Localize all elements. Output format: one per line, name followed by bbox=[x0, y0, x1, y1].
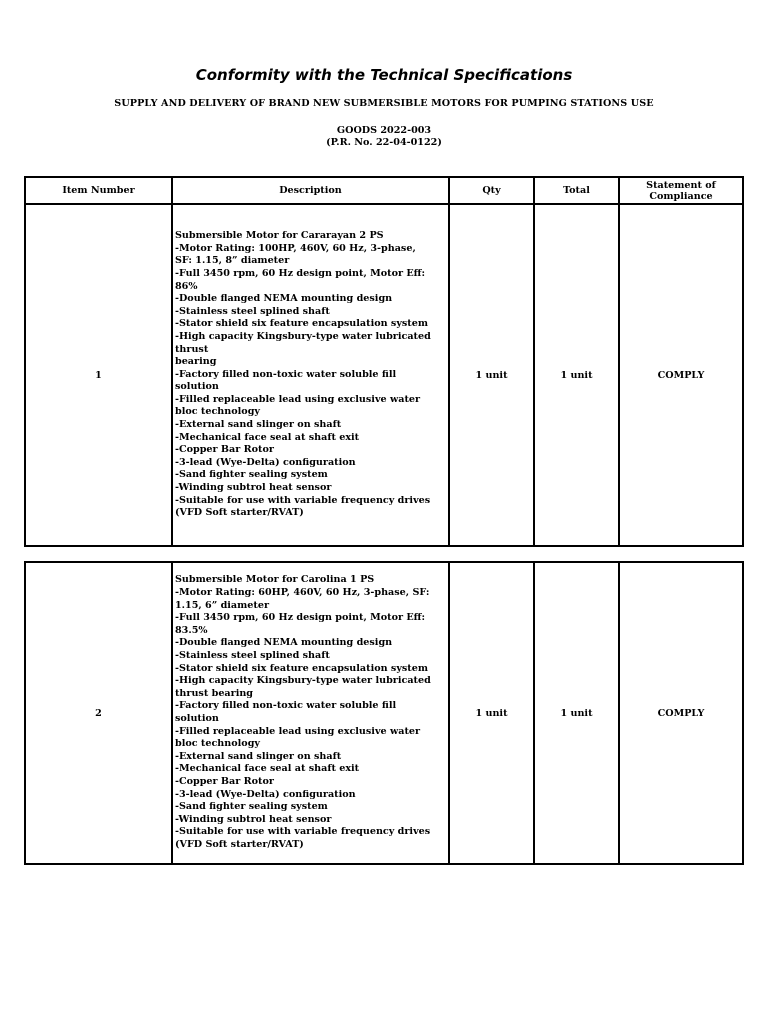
description-line: -3-lead (Wye-Delta) configuration bbox=[175, 456, 356, 468]
description-line: -Sand fighter sealing system bbox=[175, 801, 328, 813]
description-line: -Double flanged NEMA mounting design bbox=[175, 293, 393, 305]
description-line: -Filled replaceable lead using exclusive water bbox=[175, 725, 421, 737]
description-line: -Double flanged NEMA mounting design bbox=[175, 637, 393, 649]
description-line: thrust bearing bbox=[175, 687, 254, 699]
header-compliance-line1: Statement of bbox=[646, 179, 716, 191]
spec-table-1 bbox=[24, 176, 744, 547]
description-line: bloc technology bbox=[175, 738, 260, 750]
total-cell: 1 unit bbox=[534, 562, 619, 864]
description-line: 83.5% bbox=[175, 624, 208, 636]
total-cell: 1 unit bbox=[534, 204, 619, 546]
description-line: (VFD Soft starter/RVAT) bbox=[175, 507, 304, 519]
description-line: 1.15, 6” diameter bbox=[175, 599, 269, 611]
qty-cell: 1 unit bbox=[449, 562, 534, 864]
item-number-cell: 1 bbox=[25, 204, 172, 546]
table-row bbox=[25, 204, 743, 546]
description-line: -Factory filled non-toxic water soluble fill bbox=[175, 700, 397, 712]
compliance-cell: COMPLY bbox=[619, 204, 743, 546]
description-line: -Winding subtrol heat sensor bbox=[175, 813, 332, 825]
description-line: -External sand slinger on shaft bbox=[175, 750, 342, 762]
document-title: Conformity with the Technical Specifications bbox=[195, 66, 573, 84]
description-line: -Stainless steel splined shaft bbox=[175, 650, 330, 662]
description-line: -Motor Rating: 100HP, 460V, 60 Hz, 3-phase, bbox=[175, 242, 416, 254]
description-line: (VFD Soft starter/RVAT) bbox=[175, 838, 304, 850]
description-line: -Filled replaceable lead using exclusive water bbox=[175, 393, 421, 405]
item-number-cell: 2 bbox=[25, 562, 172, 864]
description-line: SF: 1.15, 8” diameter bbox=[175, 255, 290, 267]
description-line: -Motor Rating: 60HP, 460V, 60 Hz, 3-phase, SF: bbox=[175, 587, 430, 599]
description-line: -Full 3450 rpm, 60 Hz design point, Motor Eff: bbox=[175, 267, 426, 279]
description-line: thrust bbox=[175, 343, 209, 355]
description-line: -Winding subtrol heat sensor bbox=[175, 482, 332, 494]
description-line: -3-lead (Wye-Delta) configuration bbox=[175, 788, 356, 800]
description-line: Submersible Motor for Cararayan 2 PS bbox=[175, 230, 384, 242]
description-line: -Stator shield six feature encapsulation system bbox=[175, 318, 428, 330]
description-line: -Stainless steel splined shaft bbox=[175, 305, 330, 317]
description-line: Submersible Motor for Carolina 1 PS bbox=[175, 574, 375, 586]
description-line: -Mechanical face seal at shaft exit bbox=[175, 763, 360, 775]
description-cell bbox=[172, 562, 449, 864]
description-line: solution bbox=[175, 713, 219, 724]
spec-table-2 bbox=[24, 561, 744, 865]
description-line: -Suitable for use with variable frequency drives bbox=[175, 494, 431, 506]
table-header-row bbox=[25, 177, 743, 204]
description-line: bloc technology bbox=[175, 406, 260, 418]
description-cell bbox=[172, 204, 449, 546]
pr-number: (P.R. No. 22-04-0122) bbox=[326, 137, 442, 148]
description-line: bearing bbox=[175, 356, 217, 368]
description-line: -Mechanical face seal at shaft exit bbox=[175, 431, 360, 443]
description-line: -Suitable for use with variable frequency drives bbox=[175, 826, 431, 838]
goods-reference bbox=[0, 125, 768, 149]
goods-number: GOODS 2022-003 bbox=[336, 125, 432, 136]
description-line: 86% bbox=[175, 280, 198, 292]
table-row bbox=[25, 562, 743, 864]
qty-cell: 1 unit bbox=[449, 204, 534, 546]
description-line: -Stator shield six feature encapsulation system bbox=[175, 662, 428, 674]
description-line: -External sand slinger on shaft bbox=[175, 419, 342, 431]
header-qty: Qty bbox=[449, 177, 534, 204]
header-total: Total bbox=[534, 177, 619, 204]
description-line: -Copper Bar Rotor bbox=[175, 444, 274, 456]
description-line: -High capacity Kingsbury-type water lubricated bbox=[175, 675, 431, 687]
header-item-number: Item Number bbox=[25, 177, 172, 204]
description-line: -Sand fighter sealing system bbox=[175, 469, 328, 481]
description-line: solution bbox=[175, 381, 219, 393]
document-subtitle: SUPPLY AND DELIVERY OF BRAND NEW SUBMERSIBLE MOTORS FOR PUMPING STATIONS USE bbox=[114, 98, 654, 109]
description-line: -Factory filled non-toxic water soluble fill bbox=[175, 368, 397, 380]
description-line: -Copper Bar Rotor bbox=[175, 775, 274, 787]
header-description: Description bbox=[172, 177, 449, 204]
header-compliance bbox=[619, 177, 743, 204]
description-line: -High capacity Kingsbury-type water lubricated bbox=[175, 330, 431, 342]
header-compliance-line2: Compliance bbox=[649, 190, 713, 202]
description-line: -Full 3450 rpm, 60 Hz design point, Motor Eff: bbox=[175, 612, 426, 624]
compliance-cell: COMPLY bbox=[619, 562, 743, 864]
